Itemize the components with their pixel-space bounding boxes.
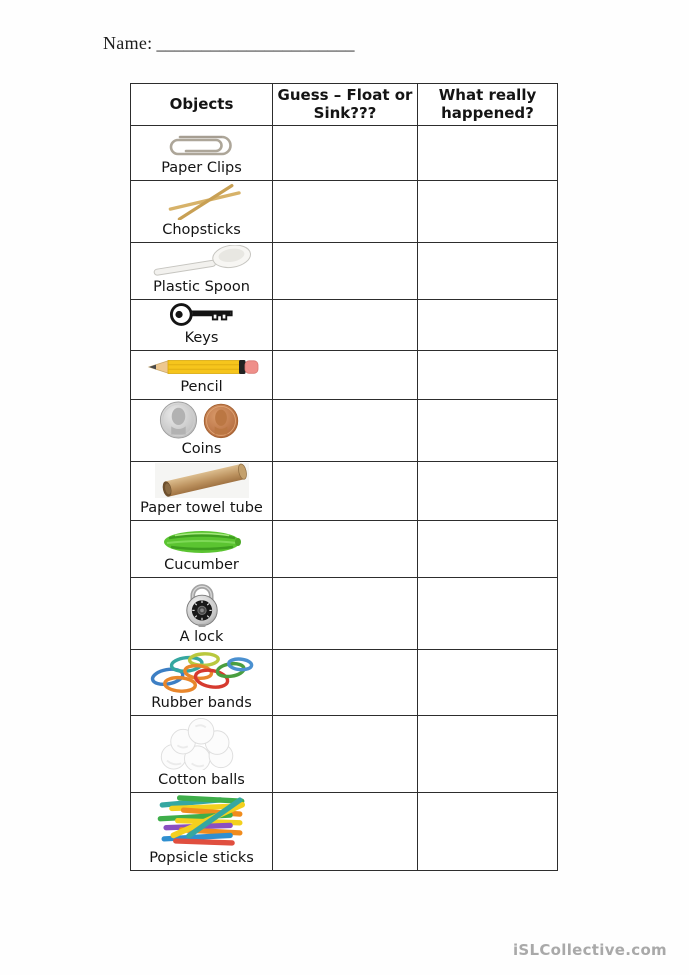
- result-cell-pencil[interactable]: [418, 350, 558, 399]
- table-row: [131, 715, 558, 792]
- coins-icon: [154, 401, 250, 439]
- object-cell-chopsticks: [131, 180, 273, 242]
- object-cell-coins: [131, 399, 273, 461]
- islcollective-watermark: iSLCollective.com: [512, 941, 667, 959]
- object-label: Paper Clips: [161, 159, 242, 176]
- object-cell-rubber-bands: [131, 649, 273, 715]
- name-label: Name:: [103, 33, 153, 53]
- name-blank-line[interactable]: ______________________: [156, 33, 355, 53]
- object-label: Pencil: [180, 378, 223, 395]
- guess-cell-chopsticks[interactable]: [273, 180, 418, 242]
- popsicle-sticks-icon: [150, 794, 254, 848]
- table-row: [131, 649, 558, 715]
- guess-cell-rubber-bands[interactable]: [273, 649, 418, 715]
- guess-cell-popsicle-sticks[interactable]: [273, 792, 418, 870]
- paper-clip-icon: [156, 132, 248, 158]
- table-row: [131, 461, 558, 520]
- object-label: Plastic Spoon: [153, 278, 250, 295]
- result-cell-rubber-bands[interactable]: [418, 649, 558, 715]
- name-field-row: [103, 33, 354, 54]
- result-cell-chopsticks[interactable]: [418, 180, 558, 242]
- result-cell-cotton-balls[interactable]: [418, 715, 558, 792]
- table-row: [131, 125, 558, 180]
- guess-cell-cucumber[interactable]: [273, 520, 418, 577]
- result-cell-lock[interactable]: [418, 577, 558, 649]
- object-label: Cucumber: [164, 556, 239, 573]
- column-header-objects: Objects: [131, 84, 273, 126]
- table-row: [131, 399, 558, 461]
- guess-cell-pencil[interactable]: [273, 350, 418, 399]
- combination-lock-icon: [179, 579, 225, 627]
- chopsticks-icon: [159, 182, 245, 220]
- rubber-bands-icon: [146, 651, 258, 693]
- result-cell-keys[interactable]: [418, 299, 558, 350]
- object-cell-popsicle-sticks: [131, 792, 273, 870]
- object-cell-cotton-balls: [131, 715, 273, 792]
- table-row: [131, 520, 558, 577]
- guess-cell-paper-clips[interactable]: [273, 125, 418, 180]
- result-cell-cucumber[interactable]: [418, 520, 558, 577]
- object-cell-pencil: [131, 350, 273, 399]
- guess-cell-lock[interactable]: [273, 577, 418, 649]
- result-cell-coins[interactable]: [418, 399, 558, 461]
- cotton-balls-icon: [155, 717, 249, 770]
- object-label: Paper towel tube: [140, 499, 263, 516]
- guess-cell-keys[interactable]: [273, 299, 418, 350]
- object-cell-lock: [131, 577, 273, 649]
- result-cell-plastic-spoon[interactable]: [418, 242, 558, 299]
- table-row: [131, 242, 558, 299]
- paper-towel-tube-icon: [151, 463, 253, 498]
- worksheet-table: [130, 83, 558, 871]
- table-row: [131, 350, 558, 399]
- object-label: Keys: [184, 329, 219, 346]
- table-row: [131, 792, 558, 870]
- result-cell-paper-towel-tube[interactable]: [418, 461, 558, 520]
- object-cell-plastic-spoon: [131, 242, 273, 299]
- result-cell-paper-clips[interactable]: [418, 125, 558, 180]
- cucumber-icon: [161, 529, 243, 555]
- object-cell-keys: [131, 299, 273, 350]
- object-label: Rubber bands: [151, 694, 252, 711]
- guess-cell-paper-towel-tube[interactable]: [273, 461, 418, 520]
- plastic-spoon-icon: [150, 245, 254, 277]
- header-row: [131, 84, 558, 126]
- object-cell-paper-clips: [131, 125, 273, 180]
- column-header-result: What really happened?: [418, 84, 558, 126]
- table-row: [131, 180, 558, 242]
- guess-cell-plastic-spoon[interactable]: [273, 242, 418, 299]
- object-cell-cucumber: [131, 520, 273, 577]
- pencil-icon: [143, 357, 261, 377]
- table-row: [131, 299, 558, 350]
- object-label: Chopsticks: [162, 221, 241, 238]
- column-header-guess: Guess – Float or Sink???: [273, 84, 418, 126]
- object-label: A lock: [179, 628, 224, 645]
- result-cell-popsicle-sticks[interactable]: [418, 792, 558, 870]
- key-icon: [165, 301, 239, 328]
- object-cell-paper-towel-tube: [131, 461, 273, 520]
- object-label: Coins: [181, 440, 222, 457]
- object-label: Cotton balls: [158, 771, 245, 788]
- object-label: Popsicle sticks: [149, 849, 254, 866]
- guess-cell-coins[interactable]: [273, 399, 418, 461]
- guess-cell-cotton-balls[interactable]: [273, 715, 418, 792]
- table-row: [131, 577, 558, 649]
